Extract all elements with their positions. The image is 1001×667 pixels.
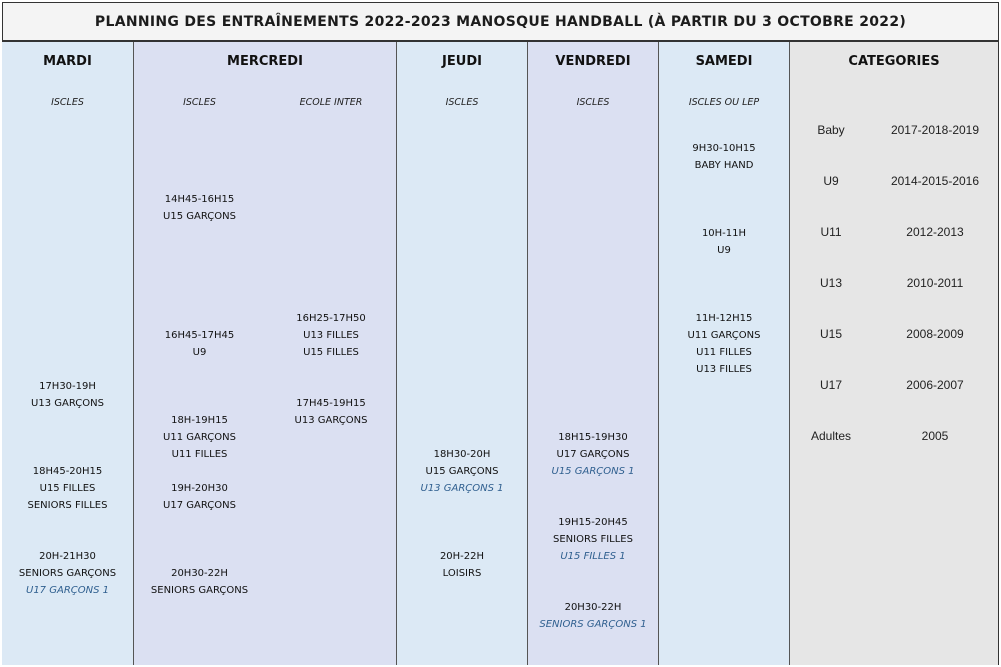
slot-group: U15 GARÇONS xyxy=(163,211,236,222)
venue-mardi: ISCLES xyxy=(51,97,84,108)
slot-mercredi-ecole-2 xyxy=(265,395,397,429)
slot-mardi-2 xyxy=(2,463,133,514)
slot-group: U11 GARÇONS xyxy=(163,432,236,443)
venue-mercredi-ecole: ECOLE INTER xyxy=(299,97,363,108)
slot-time: 20H30-22H xyxy=(564,602,622,613)
slot-group-alt: SENIORS GARÇONS 1 xyxy=(539,619,647,630)
slot-group: SENIORS GARÇONS xyxy=(150,585,249,596)
day-header-jeudi: JEUDI xyxy=(442,54,482,69)
slot-group: U13 GARÇONS xyxy=(31,398,104,409)
slot-group: LOISIRS xyxy=(442,568,482,579)
page-title: PLANNING DES ENTRAÎNEMENTS 2022-2023 MANOSQUE HANDBALL (À PARTIR DU 3 OCTOBRE 2022) xyxy=(2,2,999,42)
column-categories xyxy=(790,42,999,665)
slot-group-alt: U17 GARÇONS 1 xyxy=(26,585,109,596)
slot-mercredi-iscles-5 xyxy=(134,565,265,599)
categories-heading: CATEGORIES xyxy=(848,54,940,69)
slot-time: 18H15-19H30 xyxy=(558,432,628,443)
slot-group: U11 FILLES xyxy=(696,347,752,358)
category-name: Baby xyxy=(817,123,845,137)
slot-samedi-2 xyxy=(659,225,789,259)
slot-time: 20H30-22H xyxy=(171,568,228,579)
slot-group-alt: U13 GARÇONS 1 xyxy=(420,483,504,494)
column-mercredi xyxy=(134,42,397,665)
slot-group: U9 xyxy=(192,347,207,358)
slot-time: 9H30-10H15 xyxy=(692,143,756,154)
slot-mercredi-ecole-1 xyxy=(265,310,397,361)
slot-time: 11H-12H15 xyxy=(695,313,753,324)
slot-time: 10H-11H xyxy=(701,228,747,239)
slot-samedi-1 xyxy=(659,140,789,174)
slot-time: 20H-21H30 xyxy=(39,551,96,562)
venue-jeudi: ISCLES xyxy=(445,97,479,108)
slot-mardi-3 xyxy=(2,548,133,599)
category-years: 2006-2007 xyxy=(906,378,964,392)
slot-vendredi-2 xyxy=(528,514,658,565)
day-header-mercredi: MERCREDI xyxy=(227,54,303,69)
category-row xyxy=(790,174,998,190)
slot-group-alt: U15 FILLES 1 xyxy=(560,551,626,562)
slot-group: U15 FILLES xyxy=(303,347,359,358)
slot-time: 16H45-17H45 xyxy=(164,330,235,341)
category-years: 2012-2013 xyxy=(906,225,964,239)
slot-time: 20H-22H xyxy=(439,551,485,562)
slot-group: U17 GARÇONS xyxy=(556,449,630,460)
category-years: 2010-2011 xyxy=(906,276,964,290)
category-name: U17 xyxy=(819,378,842,392)
slot-time: 16H25-17H50 xyxy=(296,313,366,324)
slot-mercredi-iscles-4 xyxy=(134,480,265,514)
slot-group: U13 GARÇONS xyxy=(294,415,368,426)
slot-time: 19H-20H30 xyxy=(171,483,228,494)
venue-vendredi: ISCLES xyxy=(576,97,610,108)
slot-samedi-3 xyxy=(659,310,789,378)
slot-group: SENIORS FILLES xyxy=(553,534,633,545)
slot-jeudi-2 xyxy=(397,548,527,582)
slot-mardi-1 xyxy=(2,378,133,412)
day-header-samedi: SAMEDI xyxy=(695,54,753,69)
category-row xyxy=(790,123,998,139)
category-name: Adultes xyxy=(810,429,852,443)
slot-group: SENIORS FILLES xyxy=(27,500,108,511)
slot-time: 17H30-19H xyxy=(39,381,96,392)
slot-time: 18H-19H15 xyxy=(171,415,228,426)
slot-time: 18H30-20H xyxy=(433,449,491,460)
slot-time: 17H45-19H15 xyxy=(296,398,366,409)
category-row xyxy=(790,225,998,241)
category-name: U15 xyxy=(819,327,842,341)
slot-group: U13 FILLES xyxy=(303,330,359,341)
slot-jeudi-1 xyxy=(397,446,527,497)
slot-mercredi-iscles-3 xyxy=(134,412,265,463)
category-years: 2014-2015-2016 xyxy=(890,174,980,188)
category-row xyxy=(790,276,998,292)
slot-group: U11 FILLES xyxy=(171,449,228,460)
slot-group: SENIORS GARÇONS xyxy=(18,568,117,579)
slot-group: U11 GARÇONS xyxy=(687,330,761,341)
category-row xyxy=(790,429,998,445)
column-jeudi xyxy=(397,42,528,665)
category-name: U13 xyxy=(819,276,842,290)
column-samedi xyxy=(659,42,790,665)
category-years: 2017-2018-2019 xyxy=(890,123,980,137)
category-years: 2008-2009 xyxy=(906,327,964,341)
slot-time: 18H45-20H15 xyxy=(32,466,103,477)
slot-vendredi-3 xyxy=(528,599,658,633)
venue-mercredi-iscles: ISCLES xyxy=(183,97,216,108)
slot-vendredi-1 xyxy=(528,429,658,480)
slot-time: 19H15-20H45 xyxy=(558,517,628,528)
slot-time: 14H45-16H15 xyxy=(164,194,235,205)
day-header-mardi: MARDI xyxy=(43,54,92,69)
slot-group: U15 GARÇONS xyxy=(425,466,499,477)
category-name: U9 xyxy=(823,174,839,188)
slot-group: U17 GARÇONS xyxy=(163,500,236,511)
category-name: U11 xyxy=(820,225,842,239)
slot-group: U15 FILLES xyxy=(39,483,96,494)
column-mardi xyxy=(2,42,134,665)
category-row xyxy=(790,378,998,394)
slot-mercredi-iscles-1 xyxy=(134,191,265,225)
venue-samedi: ISCLES OU LEP xyxy=(688,97,760,108)
slot-group: U13 FILLES xyxy=(696,364,752,375)
category-row xyxy=(790,327,998,343)
column-vendredi xyxy=(528,42,659,665)
slot-group-alt: U15 GARÇONS 1 xyxy=(551,466,635,477)
slot-mercredi-iscles-2 xyxy=(134,327,265,361)
slot-group: U9 xyxy=(717,245,731,256)
category-years: 2005 xyxy=(921,429,949,443)
day-header-vendredi: VENDREDI xyxy=(555,54,631,69)
slot-group: BABY HAND xyxy=(694,160,754,171)
